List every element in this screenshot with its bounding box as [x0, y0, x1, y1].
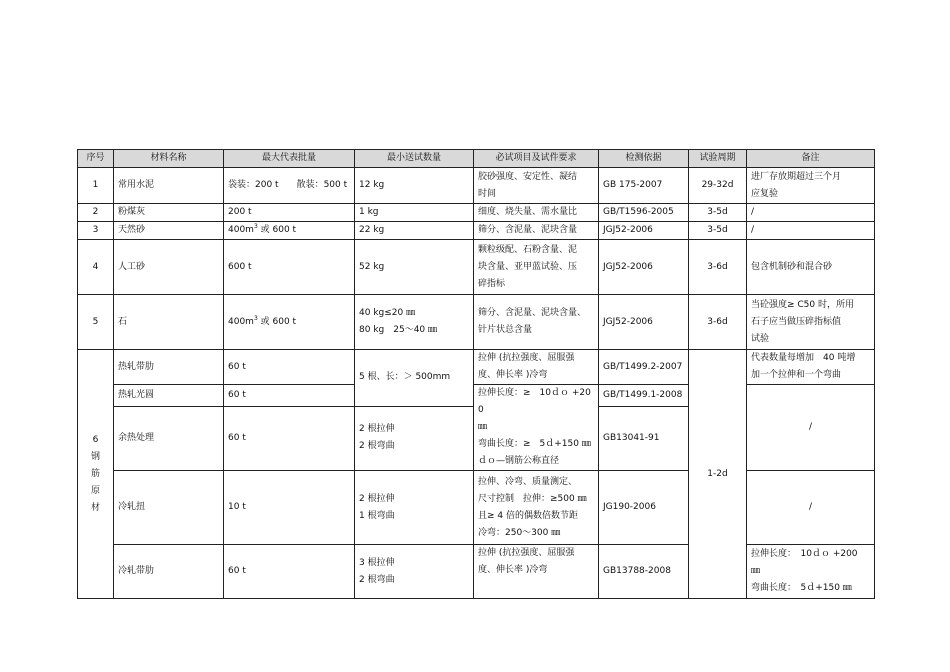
material-test-table — [77, 149, 875, 599]
remark: 包含机制砂和混合砂 — [747, 240, 875, 295]
material-name: 粉煤灰 — [114, 204, 224, 222]
min-quantity: 3 根拉伸 2 根弯曲 — [355, 545, 474, 599]
material-name: 热轧带肋 — [114, 350, 224, 385]
test-basis: JG190-2006 — [599, 471, 689, 545]
test-basis: JGJ52-2006 — [599, 222, 689, 240]
header-cell: 序号 — [78, 150, 114, 168]
batch-size: 10 t — [224, 471, 355, 545]
header-cell: 检测依据 — [599, 150, 689, 168]
test-basis: GB/T1499.2-2007 — [599, 350, 689, 385]
table-row — [78, 222, 875, 240]
remark: 代表数量每增加 40 吨增 加一个拉伸和一个弯曲 — [747, 350, 875, 385]
material-name: 余热处理 — [114, 406, 224, 471]
remark: 进厂存放期超过三个月 应复验 — [747, 168, 875, 204]
test-period: 3-6d — [689, 295, 747, 350]
batch-superscript: 3 — [253, 223, 258, 230]
test-period: 3-5d — [689, 204, 747, 222]
header-cell: 试验周期 — [689, 150, 747, 168]
test-period: 3-5d — [689, 222, 747, 240]
header-cell: 最大代表批量 — [224, 150, 355, 168]
min-quantity: 2 根拉伸 1 根弯曲 — [355, 471, 474, 545]
batch-size: 200 t — [224, 204, 355, 222]
min-quantity: 12 kg — [355, 168, 474, 204]
batch-superscript: 3 — [253, 314, 258, 322]
test-basis: GB13788-2008 — [599, 545, 689, 599]
test-period: 1-2d — [689, 350, 747, 599]
test-items: 颗粒级配、石粉含量、泥 块含量、亚甲蓝试验、压 碎指标 — [474, 240, 599, 295]
material-name: 常用水泥 — [114, 168, 224, 204]
material-name: 石 — [114, 295, 224, 350]
batch-size: 60 t — [224, 385, 355, 407]
batch-suffix: 或 600 t — [257, 316, 297, 327]
row-number: 2 — [78, 204, 114, 222]
table-row — [78, 295, 875, 350]
material-name: 热轧光圆 — [114, 385, 224, 407]
batch-size: 袋装：200 t 散装：500 t — [224, 168, 355, 204]
test-basis: JGJ52-2006 — [599, 240, 689, 295]
batch-size — [224, 222, 355, 240]
min-quantity: 22 kg — [355, 222, 474, 240]
table-row — [78, 168, 875, 204]
test-basis: GB13041-91 — [599, 406, 689, 471]
min-quantity: 52 kg — [355, 240, 474, 295]
test-items: 筛分、含泥量、泥块含量、 针片状总含量 — [474, 295, 599, 350]
table-row — [78, 471, 875, 545]
min-quantity: 40 kg≤20 ㎜ 80 kg 25～40 ㎜ — [355, 295, 474, 350]
row-number: 5 — [78, 295, 114, 350]
material-name: 冷轧带肋 — [114, 545, 224, 599]
row-number: 4 — [78, 240, 114, 295]
test-basis: JGJ52-2006 — [599, 295, 689, 350]
batch-size: 60 t — [224, 350, 355, 385]
row-number: 1 — [78, 168, 114, 204]
test-items: 胶砂强度、安定性、凝结 时间 — [474, 168, 599, 204]
test-period: 29-32d — [689, 168, 747, 204]
test-items: 拉伸 (抗拉强度、屈服强 度、伸长率 )冷弯 — [474, 545, 599, 599]
batch-size — [224, 295, 355, 350]
batch-suffix: 或 600 t — [257, 225, 297, 235]
table-row — [78, 385, 875, 407]
remark: / — [747, 471, 875, 545]
remark: / — [747, 222, 875, 240]
test-items: 拉伸 (抗拉强度、屈服强 度、伸长率 )冷弯 — [474, 350, 599, 385]
test-items: 筛分、含泥量、泥块含量 — [474, 222, 599, 240]
header-cell: 必试项目及试件要求 — [474, 150, 599, 168]
table-row — [78, 240, 875, 295]
remark: 当砼强度≥ C50 时，所用 石子应当做压碎指标值 试验 — [747, 295, 875, 350]
table-row — [78, 350, 875, 385]
test-items: 拉伸长度：≥ 10ｄｏ +200 ㎜ 弯曲长度：≥ 5ｄ+150 ㎜ ｄｏ—钢筋公称直径 — [474, 385, 599, 471]
remark: 拉伸长度： 10ｄｏ +200 ㎜ 弯曲长度： 5ｄ+150 ㎜ — [747, 545, 875, 599]
test-basis: GB 175-2007 — [599, 168, 689, 204]
batch-prefix: 400m — [228, 316, 254, 327]
header-row — [78, 150, 875, 168]
batch-size: 60 t — [224, 406, 355, 471]
batch-size: 600 t — [224, 240, 355, 295]
min-quantity: 1 kg — [355, 204, 474, 222]
header-cell: 材料名称 — [114, 150, 224, 168]
header-cell: 备注 — [747, 150, 875, 168]
test-period: 3-6d — [689, 240, 747, 295]
material-name: 冷轧扭 — [114, 471, 224, 545]
remark: / — [747, 385, 875, 471]
row-number: 6 钢 筋 原 材 — [78, 350, 114, 599]
test-items: 细度、烧失量、需水量比 — [474, 204, 599, 222]
min-quantity: 2 根拉伸 2 根弯曲 — [355, 406, 474, 471]
batch-size: 60 t — [224, 545, 355, 599]
header-cell: 最小送试数量 — [355, 150, 474, 168]
material-name: 天然砂 — [114, 222, 224, 240]
remark: / — [747, 204, 875, 222]
table-row — [78, 204, 875, 222]
material-name: 人工砂 — [114, 240, 224, 295]
min-quantity: 5 根、长：＞ 500mm — [355, 350, 474, 407]
row-number: 3 — [78, 222, 114, 240]
test-items: 拉伸、冷弯、质量测定、 尺寸控制 拉伸：≥500 ㎜ 且≥ 4 倍的偶数倍数节距 冷弯：250～300 ㎜ — [474, 471, 599, 545]
test-basis: GB/T1596-2005 — [599, 204, 689, 222]
table-row — [78, 545, 875, 599]
batch-prefix: 400m — [228, 225, 254, 235]
test-basis: GB/T1499.1-2008 — [599, 385, 689, 407]
